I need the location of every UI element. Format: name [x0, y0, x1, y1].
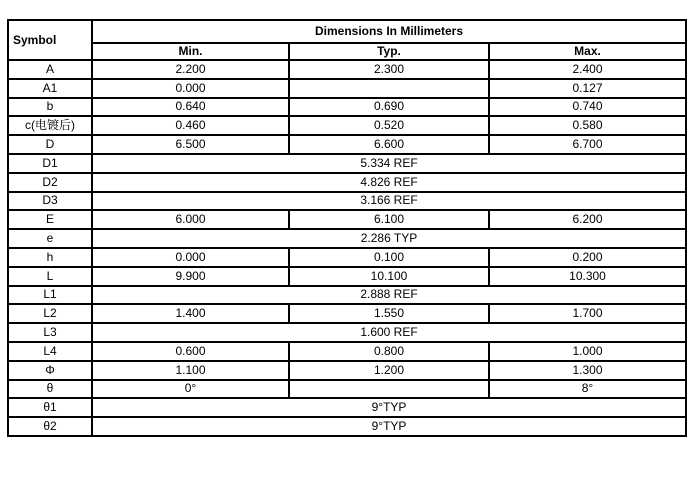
typ-cell: 0.520	[289, 116, 489, 135]
typ-cell: 6.600	[289, 135, 489, 154]
min-cell: 0.640	[92, 98, 289, 117]
symbol-cell: L1	[8, 286, 92, 305]
table-row	[8, 192, 686, 211]
max-cell: 0.200	[489, 248, 686, 267]
max-cell: 6.700	[489, 135, 686, 154]
table-row	[8, 154, 686, 173]
min-cell: 0.000	[92, 248, 289, 267]
span-value-cell: 9°TYP	[92, 417, 686, 436]
table-row	[8, 173, 686, 192]
typ-cell: 2.300	[289, 60, 489, 79]
symbol-cell: L3	[8, 323, 92, 342]
span-value-cell: 2.286 TYP	[92, 229, 686, 248]
symbol-cell: D	[8, 135, 92, 154]
table-row	[8, 286, 686, 305]
span-value-cell: 2.888 REF	[92, 286, 686, 305]
symbol-cell: θ2	[8, 417, 92, 436]
table-row	[8, 116, 686, 135]
min-cell: 6.000	[92, 210, 289, 229]
table-row	[8, 304, 686, 323]
group-header: Dimensions In Millimeters	[92, 20, 686, 43]
min-cell: 1.100	[92, 361, 289, 380]
symbol-cell: L2	[8, 304, 92, 323]
table-row	[8, 267, 686, 286]
typ-cell: 6.100	[289, 210, 489, 229]
span-value-cell: 4.826 REF	[92, 173, 686, 192]
symbol-cell: L	[8, 267, 92, 286]
typ-cell: 1.550	[289, 304, 489, 323]
min-header: Min.	[92, 43, 289, 60]
typ-header: Typ.	[289, 43, 489, 60]
table-row	[8, 417, 686, 436]
max-cell: 0.127	[489, 79, 686, 98]
max-cell: 0.740	[489, 98, 686, 117]
typ-cell	[289, 79, 489, 98]
table-row	[8, 229, 686, 248]
symbol-cell: A	[8, 60, 92, 79]
symbol-cell: A1	[8, 79, 92, 98]
table-row	[8, 60, 686, 79]
symbol-cell: c(电镀后)	[8, 116, 92, 135]
table-row	[8, 361, 686, 380]
symbol-header: Symbol	[8, 20, 92, 60]
min-cell: 0.600	[92, 342, 289, 361]
dimensions-table-container	[7, 19, 687, 437]
table-row	[8, 323, 686, 342]
max-cell: 1.700	[489, 304, 686, 323]
max-cell: 0.580	[489, 116, 686, 135]
min-cell: 2.200	[92, 60, 289, 79]
typ-cell: 1.200	[289, 361, 489, 380]
symbol-cell: h	[8, 248, 92, 267]
table-row	[8, 248, 686, 267]
table-row	[8, 98, 686, 117]
symbol-cell: E	[8, 210, 92, 229]
header-row-1	[8, 20, 686, 43]
typ-cell: 0.690	[289, 98, 489, 117]
span-value-cell: 3.166 REF	[92, 192, 686, 211]
table-body	[8, 60, 686, 436]
min-cell: 9.900	[92, 267, 289, 286]
min-cell: 6.500	[92, 135, 289, 154]
symbol-cell: θ	[8, 380, 92, 399]
max-cell: 2.400	[489, 60, 686, 79]
table-row	[8, 79, 686, 98]
symbol-cell: D1	[8, 154, 92, 173]
table-row	[8, 210, 686, 229]
header-row-2	[8, 43, 686, 60]
max-cell: 1.300	[489, 361, 686, 380]
typ-cell: 0.800	[289, 342, 489, 361]
max-cell: 1.000	[489, 342, 686, 361]
typ-cell: 0.100	[289, 248, 489, 267]
min-cell: 0.460	[92, 116, 289, 135]
span-value-cell: 5.334 REF	[92, 154, 686, 173]
span-value-cell: 9°TYP	[92, 398, 686, 417]
min-cell: 0.000	[92, 79, 289, 98]
table-row	[8, 380, 686, 399]
max-cell: 8°	[489, 380, 686, 399]
typ-cell	[289, 380, 489, 399]
table-row	[8, 342, 686, 361]
symbol-cell: Φ	[8, 361, 92, 380]
symbol-cell: L4	[8, 342, 92, 361]
max-cell: 6.200	[489, 210, 686, 229]
min-cell: 1.400	[92, 304, 289, 323]
span-value-cell: 1.600 REF	[92, 323, 686, 342]
typ-cell: 10.100	[289, 267, 489, 286]
dimensions-table	[7, 19, 687, 437]
max-cell: 10.300	[489, 267, 686, 286]
symbol-cell: D2	[8, 173, 92, 192]
symbol-cell: D3	[8, 192, 92, 211]
symbol-cell: e	[8, 229, 92, 248]
symbol-cell: b	[8, 98, 92, 117]
symbol-cell: θ1	[8, 398, 92, 417]
table-row	[8, 398, 686, 417]
max-header: Max.	[489, 43, 686, 60]
min-cell: 0°	[92, 380, 289, 399]
table-row	[8, 135, 686, 154]
